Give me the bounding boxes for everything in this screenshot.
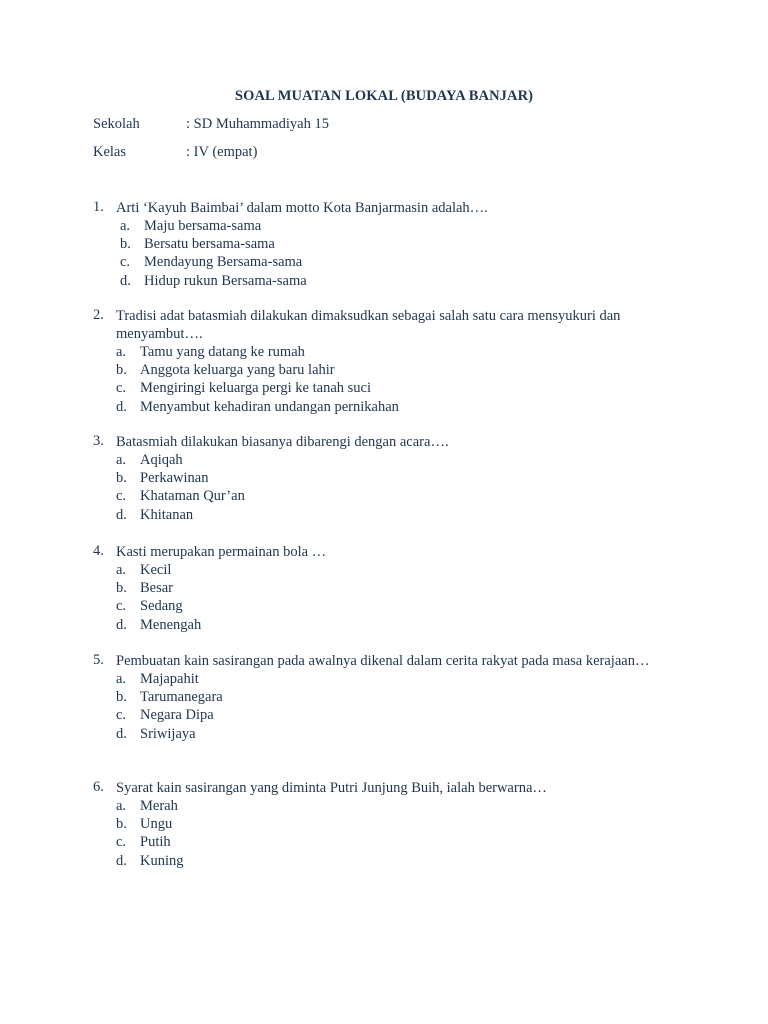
meta-label: Kelas (93, 144, 127, 160)
option-letter: d. (120, 272, 131, 289)
option-text: Mendayung Bersama-sama (144, 254, 303, 271)
option-item (116, 597, 673, 615)
question-number: 2. (93, 307, 104, 323)
option-letter: b. (116, 470, 127, 487)
option-item (116, 815, 673, 833)
option-item (120, 272, 673, 290)
option-letter: a. (116, 671, 127, 687)
option-letter: a. (116, 798, 127, 814)
question-number: 3. (93, 433, 104, 449)
option-text: Sriwijaya (140, 725, 196, 742)
option-text: Kuning (140, 852, 184, 869)
option-list (116, 797, 673, 870)
option-text: Tarumanegara (140, 689, 223, 706)
option-letter: d. (116, 725, 127, 742)
option-item (116, 343, 673, 361)
option-text: Perkawinan (140, 470, 209, 487)
option-text: Aqiqah (140, 452, 183, 468)
option-letter: a. (116, 344, 127, 360)
question-1 (93, 199, 673, 290)
option-letter: b. (116, 689, 127, 706)
option-item (116, 670, 673, 688)
option-list (116, 561, 673, 634)
option-letter: c. (116, 707, 127, 724)
option-text: Merah (140, 798, 178, 814)
question-number: 1. (93, 199, 104, 215)
option-text: Bersatu bersama-sama (144, 236, 275, 253)
question-text: Syarat kain sasirangan yang diminta Putri Junjung Buih, ialah berwarna… (116, 780, 547, 796)
option-letter: a. (116, 452, 127, 468)
option-text: Sedang (140, 598, 183, 615)
option-item (116, 725, 673, 743)
option-letter: b. (120, 236, 131, 253)
option-letter: b. (116, 816, 127, 833)
question-text: Pembuatan kain sasirangan pada awalnya dikenal dalam cerita rakyat pada masa kerajaan… (116, 653, 650, 669)
option-letter: a. (116, 562, 127, 578)
option-letter: c. (116, 488, 127, 505)
option-letter: c. (116, 834, 127, 851)
option-item (116, 451, 673, 469)
option-text: Maju bersama-sama (144, 218, 262, 234)
option-text: Mengiringi keluarga pergi ke tanah suci (140, 380, 371, 397)
question-number: 5. (93, 652, 104, 668)
option-item (116, 833, 673, 851)
option-list (116, 670, 673, 743)
question-5 (93, 652, 673, 743)
meta-label: Sekolah (93, 116, 140, 132)
question-3 (93, 433, 673, 524)
question-text: Tradisi adat batasmiah dilakukan dimaksudkan sebagai salah satu cara mensyukuri dan menyambut…. (116, 308, 621, 342)
option-item (120, 235, 673, 253)
option-letter: c. (116, 380, 127, 397)
option-item (116, 579, 673, 597)
option-list (116, 451, 673, 524)
option-text: Besar (140, 580, 174, 597)
option-item (120, 253, 673, 271)
question-text: Arti ‘Kayuh Baimbai’ dalam motto Kota Banjarmasin adalah…. (116, 200, 488, 216)
option-text: Kecil (140, 562, 172, 578)
option-item (116, 487, 673, 505)
option-text: Majapahit (140, 671, 199, 687)
option-letter: d. (116, 852, 127, 869)
option-text: Menyambut kehadiran undangan pernikahan (140, 398, 399, 415)
option-item (120, 217, 673, 235)
option-text: Putih (140, 834, 171, 851)
option-text: Ungu (140, 816, 173, 833)
question-number: 6. (93, 779, 104, 795)
option-item (116, 506, 673, 524)
option-text: Negara Dipa (140, 707, 214, 724)
meta-value: : IV (empat) (186, 144, 258, 160)
option-letter: d. (116, 506, 127, 523)
option-list (116, 343, 673, 416)
option-letter: c. (116, 598, 127, 615)
option-item (116, 398, 673, 416)
option-letter: d. (116, 616, 127, 633)
option-text: Tamu yang datang ke rumah (140, 344, 305, 360)
question-2 (93, 307, 673, 416)
question-text: Batasmiah dilakukan biasanya dibarengi dengan acara…. (116, 434, 449, 450)
option-item (116, 361, 673, 379)
option-letter: b. (116, 362, 127, 379)
option-item (116, 688, 673, 706)
option-letter: a. (120, 218, 131, 234)
option-text: Anggota keluarga yang baru lahir (140, 362, 335, 379)
question-4 (93, 543, 673, 634)
page-title: SOAL MUATAN LOKAL (BUDAYA BANJAR) (234, 88, 534, 104)
option-text: Khataman Qur’an (140, 488, 245, 505)
option-letter: c. (120, 254, 131, 271)
option-text: Hidup rukun Bersama-sama (144, 272, 307, 289)
option-item (116, 469, 673, 487)
option-item (116, 706, 673, 724)
option-item (116, 797, 673, 815)
option-list (120, 217, 673, 290)
option-letter: b. (116, 580, 127, 597)
option-item (116, 852, 673, 870)
question-text: Kasti merupakan permainan bola … (116, 544, 327, 560)
option-item (116, 379, 673, 397)
meta-value: : SD Muhammadiyah 15 (186, 116, 329, 132)
question-number: 4. (93, 543, 104, 559)
option-text: Khitanan (140, 506, 194, 523)
option-text: Menengah (140, 616, 202, 633)
option-letter: d. (116, 398, 127, 415)
question-6 (93, 779, 673, 870)
option-item (116, 561, 673, 579)
option-item (116, 616, 673, 634)
